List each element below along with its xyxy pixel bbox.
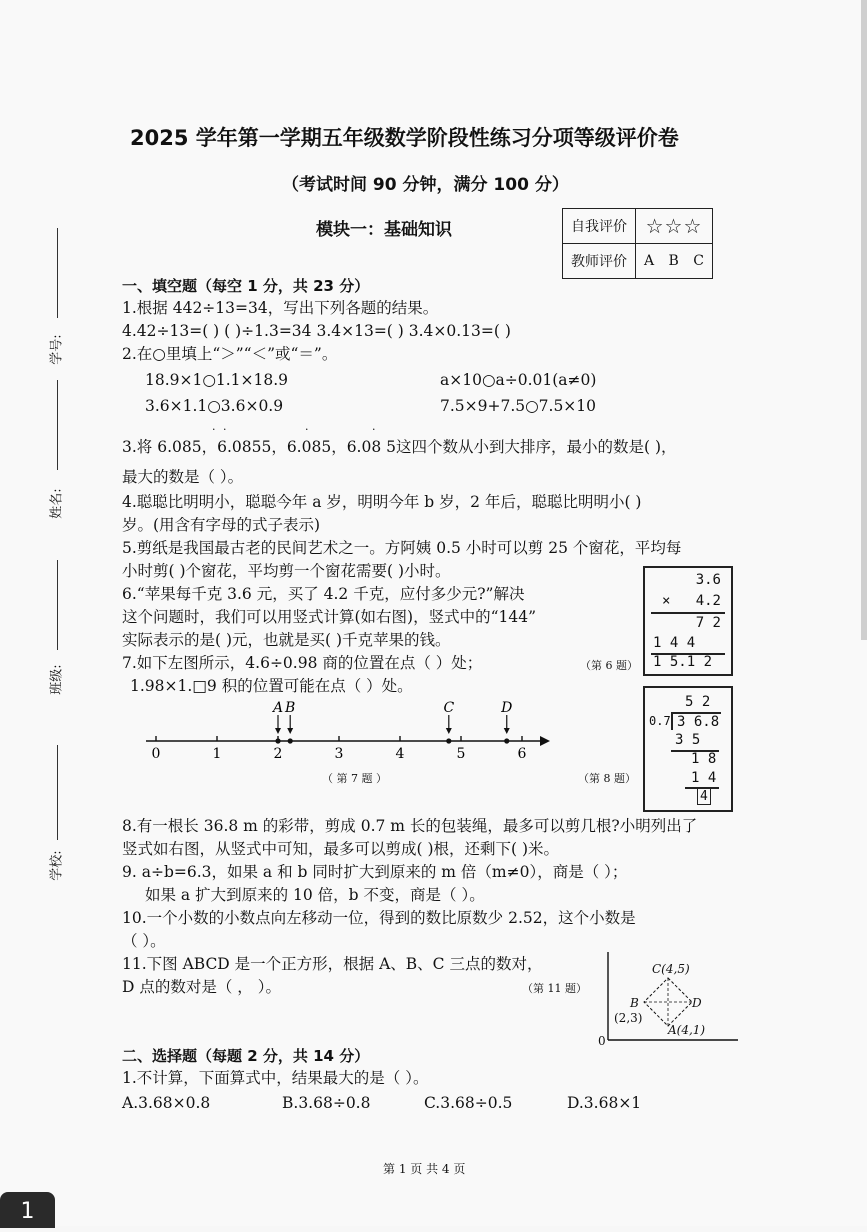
point-d-label: D — [692, 996, 702, 1010]
number-line-point-label: B — [285, 700, 296, 716]
number-line-point-label: C — [443, 700, 455, 716]
question-line: 5.剪纸是我国最古老的民间艺术之一。方阿姨 0.5 小时可以剪 25 个窗花，平均每 — [122, 539, 682, 557]
number-line-pointer-head — [504, 728, 510, 734]
number-line-figure — [140, 698, 560, 766]
option-a: A.3.68×0.8 — [122, 1094, 211, 1112]
question-line: 3.将 6.085，6.0855，6.085，6.08 5这四个数从小到大排序，最小的数是( )， — [122, 438, 677, 456]
fig8-row: 1 4 — [691, 770, 717, 786]
point-b-coord: (2,3) — [614, 1011, 643, 1025]
figure-caption: （第 11 题） — [522, 982, 587, 995]
question-line: 7.5×9+7.5○7.5×10 — [440, 397, 597, 415]
point-c-label: C(4,5) — [652, 962, 690, 976]
point-b-label: B — [630, 996, 639, 1010]
repeat-dots: · — [372, 423, 376, 436]
repeat-dots: · — [305, 423, 309, 436]
number-line-pointer-head — [446, 728, 452, 734]
origin-label: 0 — [598, 1034, 606, 1048]
star-rating: ☆☆☆ — [636, 209, 713, 244]
number-line-tick-label: 4 — [395, 746, 405, 762]
question-line: 2.在○里填上“＞”“＜”或“＝”。 — [122, 345, 338, 363]
number-line-point-label: D — [501, 700, 513, 716]
question-line: 4.聪聪比明明小，聪聪今年 a 岁，明明今年 b 岁，2 年后，聪聪比明明小( ) — [122, 493, 642, 511]
number-line-point — [446, 738, 451, 743]
number-line-points — [271, 700, 512, 744]
page-footer: 第 1 页 共 4 页 — [383, 1162, 466, 1176]
section-heading: 一、填空题（每空 1 分，共 23 分） — [122, 277, 370, 295]
number-line-tick-label: 0 — [151, 746, 161, 762]
fig6-row: 3.6 — [695, 572, 721, 588]
page-number-badge: 1 — [0, 1192, 55, 1228]
question-line: 6.“苹果每千克 3.6 元，买了 4.2 千克，应付多少元?”解决 — [122, 585, 525, 603]
question-line: 小时剪( )个窗花，平均剪一个窗花需要( )小时。 — [122, 562, 451, 580]
number-line-point-label: A — [272, 700, 284, 716]
question-line: 这个问题时，我们可以用竖式计算(如右图)，竖式中的“144” — [122, 608, 537, 626]
number-line-pointer-head — [275, 728, 281, 734]
number-line-point — [504, 738, 509, 743]
number-line-point — [288, 738, 293, 743]
number-line-ticks — [152, 736, 527, 762]
number-line-tick-label: 6 — [517, 746, 527, 762]
scrollbar[interactable] — [861, 0, 867, 640]
exam-subtitle: （考试时间 90 分钟，满分 100 分） — [282, 175, 569, 195]
question-line: 1.根据 442÷13=34，写出下列各题的结果。 — [122, 299, 439, 317]
fig8-divisor: 0.7 — [649, 714, 671, 728]
fig6-row: 7 2 — [695, 615, 721, 631]
side-label-student-id: 学号: — [49, 334, 65, 365]
question-line: 11.下图 ABCD 是一个正方形，根据 A、B、C 三点的数对， — [122, 955, 543, 973]
side-divider — [57, 380, 58, 470]
question-line: 7.如下左图所示，4.6÷0.98 商的位置在点（ ）处； — [122, 654, 483, 672]
number-line-tick-label: 2 — [273, 746, 283, 762]
exam-title: 2025 学年第一学期五年级数学阶段性练习分项等级评价卷 — [130, 126, 679, 150]
fig6-row: 1 4 4 — [653, 635, 696, 651]
fig8-dividend: 3 6.8 — [677, 714, 720, 730]
number-line-arrow — [540, 736, 550, 746]
number-line-tick-label: 5 — [456, 746, 466, 762]
repeat-dots: · · — [212, 423, 229, 436]
section-heading: 二、选择题（每题 2 分，共 14 分） — [122, 1047, 370, 1065]
number-line-tick-label: 3 — [334, 746, 344, 762]
fig8-row: 1 8 — [691, 751, 717, 767]
self-eval-label: 自我评价 — [563, 209, 636, 244]
question-line: 如果 a 扩大到原来的 10 倍，b 不变，商是（ ）。 — [145, 886, 485, 904]
point-a-label: A(4,1) — [668, 1023, 706, 1037]
number-line-tick-label: 1 — [212, 746, 222, 762]
fig6-row: 1 5.1 2 — [653, 654, 713, 670]
question-line: 岁。(用含有字母的式子表示) — [122, 516, 321, 534]
division-figure — [643, 686, 733, 812]
question-line: 实际表示的是( )元，也就是买( )千克苹果的钱。 — [122, 631, 451, 649]
question-line: （ ）。 — [122, 932, 166, 950]
number-line-point — [275, 738, 280, 743]
question-line: 4.42÷13=( ) ( )÷1.3=34 3.4×13=( ) 3.4×0.13=( ) — [122, 322, 511, 340]
fig8-row: 3 5 — [675, 732, 701, 748]
fig8-quotient: 5 2 — [685, 694, 711, 710]
question-line: 竖式如右图，从竖式中可知，最多可以剪成( )根，还剩下( )米。 — [122, 840, 560, 858]
question-line: 1.98×1.□9 积的位置可能在点（ ）处。 — [130, 677, 413, 695]
option-d: D.3.68×1 — [567, 1094, 642, 1112]
side-label-school: 学校: — [49, 850, 65, 881]
question-line: a×10○a÷0.01(a≠0) — [440, 371, 597, 389]
question-line: 10.一个小数的小数点向左移动一位，得到的数比原数少 2.52，这个小数是 — [122, 909, 636, 927]
side-divider — [57, 745, 58, 840]
number-line-pointer-head — [287, 728, 293, 734]
teacher-grade-options: A B C — [636, 244, 713, 279]
fig6-row: × 4.2 — [661, 593, 721, 609]
module-title: 模块一：基础知识 — [316, 220, 452, 240]
question-line: 最大的数是（ ）。 — [122, 468, 244, 486]
question-line: 9. a÷b=6.3，如果 a 和 b 同时扩大到原来的 m 倍（m≠0），商是（ ）； — [122, 863, 628, 881]
figure-caption: （第 8 题） — [578, 772, 636, 785]
teacher-eval-label: 教师评价 — [563, 244, 636, 279]
side-divider — [57, 228, 58, 318]
evaluation-table — [562, 208, 713, 279]
question-line: 1.不计算，下面算式中，结果最大的是（ ）。 — [122, 1069, 429, 1087]
question-line: 3.6×1.1○3.6×0.9 — [145, 397, 284, 415]
fig8-remainder: 4 — [697, 788, 711, 805]
question-line: 18.9×1○1.1×18.9 — [145, 371, 289, 389]
side-label-class: 班级: — [49, 664, 65, 695]
question-line: 8.有一根长 36.8 m 的彩带，剪成 0.7 m 长的包装绳，最多可以剪几根?小明列出了 — [122, 817, 698, 835]
option-c: C.3.68÷0.5 — [424, 1094, 513, 1112]
question-line: D 点的数对是（ ， ）。 — [122, 978, 281, 996]
fig8-bracket — [671, 712, 673, 730]
option-b: B.3.68÷0.8 — [282, 1094, 371, 1112]
figure-caption: （第 6 题） — [580, 659, 638, 672]
side-divider — [57, 560, 58, 650]
side-label-name: 姓名: — [49, 488, 65, 519]
fig6-rule — [651, 612, 725, 614]
figure-caption: （ 第 7 题 ） — [322, 772, 387, 785]
multiplication-figure — [643, 566, 733, 676]
